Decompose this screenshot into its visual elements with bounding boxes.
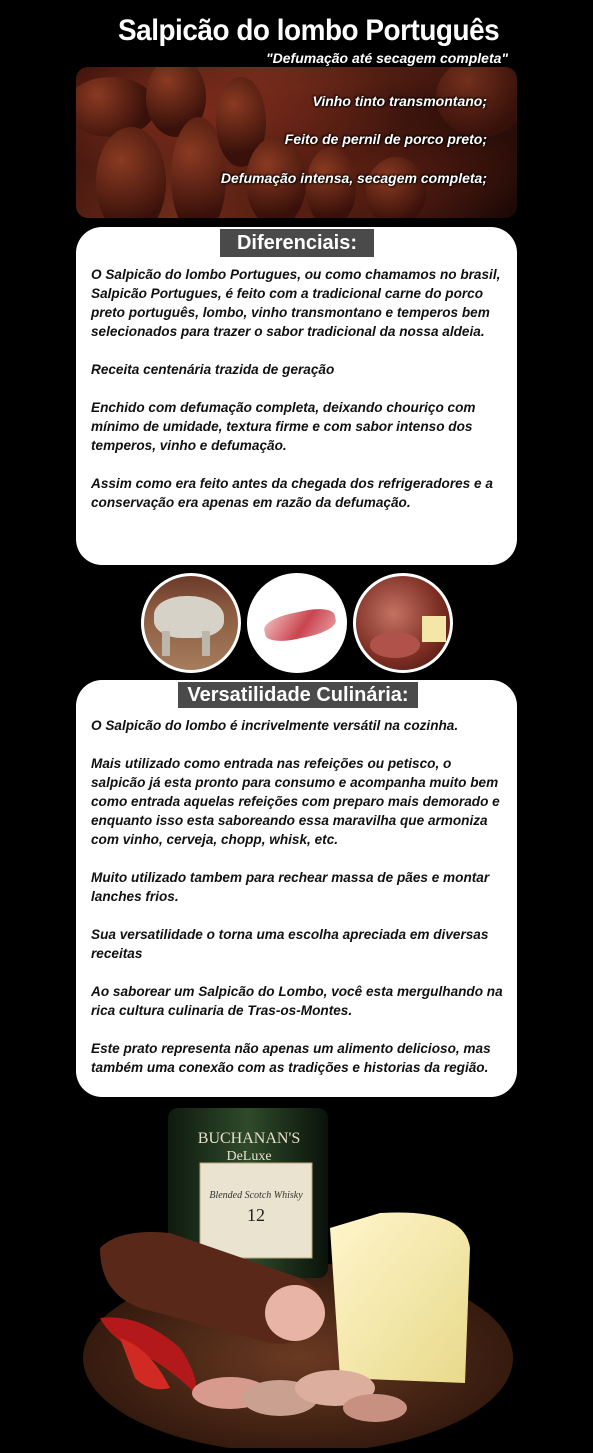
versatilidade-card bbox=[76, 680, 517, 1097]
versatilidade-paragraph: Mais utilizado como entrada nas refeições ou petisco, o salpicão já esta pronto para consumo e acompanha muito bem como entrada aquelas refeições com preparo mais demorado e enquanto isso esta saboreando essa maravilha que armoniza com vinho, cerveja, chopp, whisk, etc. bbox=[91, 756, 500, 847]
diferenciais-paragraph: Receita centenária trazida de geração bbox=[91, 362, 335, 377]
bottle-sub: DeLuxe bbox=[226, 1149, 272, 1164]
pork-loin-photo bbox=[247, 573, 347, 673]
versatilidade-paragraph: Este prato representa não apenas um alimento delicioso, mas também uma conexão com as tradições e historias da região. bbox=[91, 1041, 491, 1075]
page-title: Salpicão do lombo Português bbox=[118, 14, 500, 47]
hero-image bbox=[76, 67, 517, 218]
sliced-salpicao-photo bbox=[353, 573, 453, 673]
diferenciais-paragraph: O Salpicão do lombo Portugues, ou como chamamos no brasil, Salpicão Portugues, é feito com a tradicional carne do porco preto português, lombo, vinho transmontano e temperos bem selecionados para trazer o sabor tradicional da nossa aldeia. bbox=[91, 267, 501, 339]
pig-photo bbox=[141, 573, 241, 673]
diferenciais-text bbox=[91, 265, 503, 531]
cheese-wedge bbox=[330, 1212, 470, 1383]
diferenciais-paragraph: Assim como era feito antes da chegada dos refrigeradores e a conservação era apenas em razão da defumação. bbox=[91, 476, 493, 510]
versatilidade-text bbox=[91, 716, 503, 1096]
diferenciais-title: Diferenciais: bbox=[220, 229, 374, 257]
sausage-cut-face bbox=[265, 1285, 325, 1341]
diferenciais-card bbox=[76, 227, 517, 565]
hero-line-2: Feito de pernil de porco preto; bbox=[284, 131, 487, 147]
hero-line-3: Defumação intensa, secagem completa; bbox=[220, 170, 487, 186]
versatilidade-paragraph: Ao saborear um Salpicão do Lombo, você esta mergulhando na rica cultura culinaria de Tras-os-Montes. bbox=[91, 984, 503, 1018]
versatilidade-title: Versatilidade Culinária: bbox=[178, 682, 418, 708]
versatilidade-paragraph: Sua versatilidade o torna uma escolha apreciada em diversas receitas bbox=[91, 927, 489, 961]
bottle-brand: BUCHANAN'S bbox=[197, 1130, 301, 1147]
page-subtitle: "Defumação até secagem completa" bbox=[266, 50, 509, 66]
bottle-age: 12 bbox=[247, 1205, 265, 1225]
diferenciais-paragraph: Enchido com defumação completa, deixando chouriço com mínimo de umidade, textura firme e com sabor intenso dos temperos, vinho e defumação. bbox=[91, 400, 476, 453]
bottle-label-text: Blended Scotch Whisky bbox=[209, 1190, 303, 1201]
product-photo-svg bbox=[80, 1108, 520, 1448]
product-photo bbox=[80, 1108, 520, 1448]
versatilidade-paragraph: O Salpicão do lombo é incrivelmente versátil na cozinha. bbox=[91, 718, 459, 733]
salpicao-slice bbox=[343, 1394, 407, 1422]
versatilidade-paragraph: Muito utilizado tambem para rechear massa de pães e montar lanches frios. bbox=[91, 870, 490, 904]
hero-line-1: Vinho tinto transmontano; bbox=[312, 93, 487, 109]
